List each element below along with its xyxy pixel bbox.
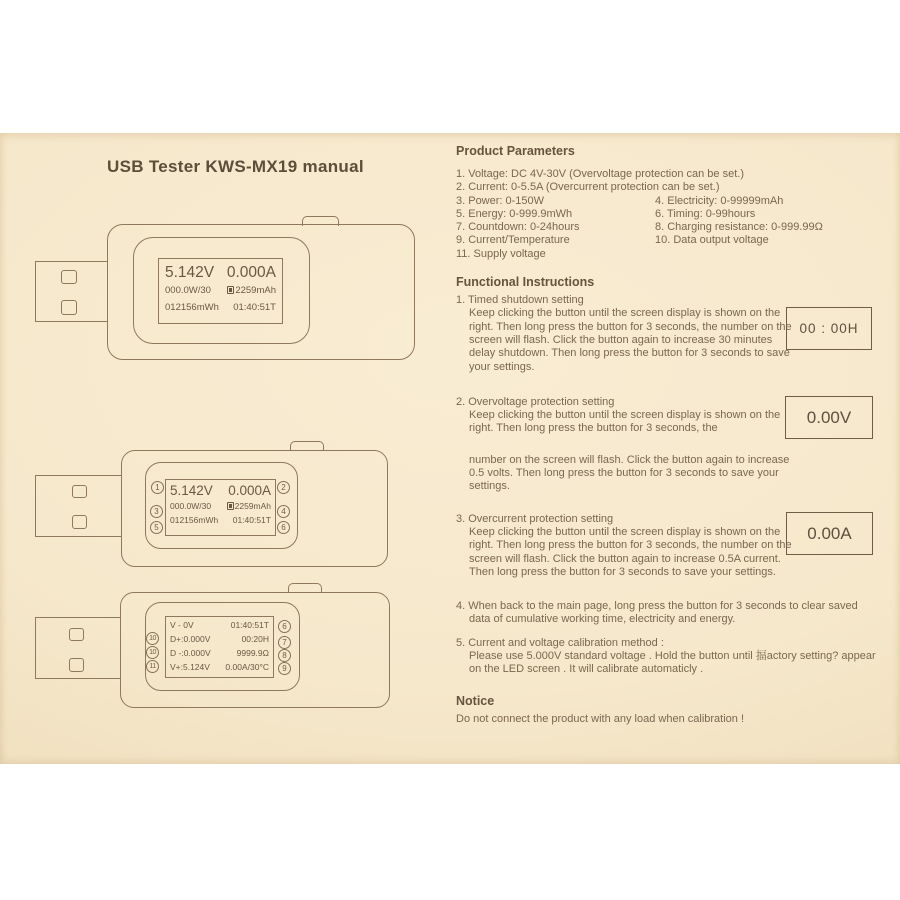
lcd-voltage: 5.142V <box>165 264 215 281</box>
lcd-vplus: V+:5.124V <box>170 662 210 672</box>
lcd-capacity: 2259mAh <box>234 501 271 511</box>
lcd-time: 01:40:51T <box>233 302 276 313</box>
lcd-vminus: V - 0V <box>170 620 194 630</box>
param-line: 6. Timing: 0-99hours <box>655 207 756 220</box>
callout-6: 6 <box>277 521 290 534</box>
callout-11: 11 <box>146 660 159 673</box>
param-line: 4. Electricity: 0-99999mAh <box>655 194 784 207</box>
callout-2: 2 <box>277 481 290 494</box>
lcd-power: 000.0W/30 <box>170 501 212 511</box>
callout-10: 10 <box>146 646 159 659</box>
functional-instructions-heading: Functional Instructions <box>456 275 595 290</box>
battery-icon <box>227 502 234 510</box>
lcd-time: 01:40:51T <box>232 515 271 525</box>
overvoltage-display-box: 0.00V <box>785 396 873 439</box>
instruction-1-title: 1. Timed shutdown setting <box>456 294 584 307</box>
callout-4: 4 <box>277 505 290 518</box>
param-row <box>456 234 884 247</box>
instruction-5-body: Please use 5.000V standard voltage . Hold the button until 揊actory setting? appear on the LED screen . It will calibrate automaticly . <box>469 650 876 676</box>
battery-icon <box>227 286 234 294</box>
lcd-energy: 012156mWh <box>170 515 219 525</box>
lcd-capacity: 2259mAh <box>235 285 276 296</box>
instruction-2-title: 2. Overvoltage protection setting <box>456 395 615 408</box>
notice-heading: Notice <box>456 693 495 708</box>
lcd-energy: 012156mWh <box>165 302 219 313</box>
usb-contact <box>61 270 77 284</box>
lcd-current: 0.000A <box>228 483 271 498</box>
notice-body: Do not connect the product with any load when calibration ! <box>456 712 745 725</box>
param-line: 8. Charging resistance: 0-999.99Ω <box>655 221 823 234</box>
callout-3: 3 <box>150 505 163 518</box>
callout-6: 6 <box>278 620 291 633</box>
product-parameters-heading: Product Parameters <box>456 144 575 158</box>
usb-contact <box>69 628 84 641</box>
device3-usb-plug-icon <box>35 617 121 679</box>
lcd-timing: 01:40:51T <box>230 620 269 630</box>
overcurrent-display-box: 0.00A <box>786 512 873 555</box>
callout-9: 9 <box>278 662 291 675</box>
param-line: 10. Data output voltage <box>655 234 769 247</box>
device1-usb-plug-icon <box>35 261 108 322</box>
device2-usb-plug-icon <box>35 475 122 537</box>
callout-1: 1 <box>151 481 164 494</box>
param-line: 1. Voltage: DC 4V-30V (Overvoltage protection can be set.) <box>456 168 744 180</box>
instruction-4: 4. When back to the main page, long press the button for 3 seconds to clear saved data of cumulative working time, electricity and energy. <box>456 600 858 626</box>
lcd-resistance: 9999.9Ω <box>236 648 269 658</box>
param-line: 5. Energy: 0-999.9mWh <box>456 207 573 220</box>
lcd-dminus: D -:0.000V <box>170 648 211 658</box>
usb-contact <box>61 300 77 315</box>
lcd-power: 000.0W/30 <box>165 285 211 296</box>
usb-contact <box>72 515 87 529</box>
lcd-current: 0.000A <box>226 264 276 281</box>
lcd-countdown: 00:20H <box>241 634 269 644</box>
param-line: 2. Current: 0-5.5A (Overcurrent protection can be set.) <box>456 181 720 194</box>
instruction-2-body-part1: Keep clicking the button until the screen display is shown on the right. Then long press the button for 3 seconds, the <box>469 409 781 435</box>
instruction-1-body: Keep clicking the button until the screen display is shown on the right. Then long press the button for 3 seconds, the number on the screen will flash. Click the button again to increase 30 minutes delay shutdown. Then long press the button for 3 seconds to save your settings. <box>469 307 792 373</box>
lcd-dplus: D+:0.000V <box>170 634 211 644</box>
lcd-voltage: 5.142V <box>170 483 213 498</box>
param-line: 11. Supply voltage <box>456 247 546 260</box>
callout-10: 10 <box>146 632 159 645</box>
instruction-2-body-part2: number on the screen will flash. Click the button again to increase 0.5 volts. Then long press the button for 3 seconds to save your settings. <box>469 453 790 493</box>
callout-5: 5 <box>150 521 163 534</box>
callout-8: 8 <box>278 649 291 662</box>
param-line: 7. Countdown: 0-24hours <box>456 221 580 234</box>
param-line: 9. Current/Temperature <box>456 234 570 247</box>
param-line: 3. Power: 0-150W <box>456 194 545 207</box>
param-row <box>456 195 884 208</box>
device2-lcd-screen <box>165 479 276 536</box>
instruction-3-body: Keep clicking the button until the screen display is shown on the right. Then long press the button for 3 seconds, the number on the screen will flash. Click the button again to increase 0.5A current. Then long press the button for 3 seconds to save your settings. <box>469 525 792 578</box>
timed-shutdown-display-box: 00 : 00H <box>786 307 872 350</box>
lcd-current-temp: 0.00A/30°C <box>225 662 269 672</box>
device1-lcd-screen <box>158 258 283 324</box>
device3-lcd-screen <box>165 616 274 678</box>
usb-contact <box>72 485 87 498</box>
instruction-5-title: 5. Current and voltage calibration method : <box>456 636 664 649</box>
param-row <box>456 221 884 234</box>
usb-contact <box>69 658 84 672</box>
page-title: USB Tester KWS-MX19 manual <box>107 157 364 176</box>
callout-7: 7 <box>278 636 291 649</box>
instruction-3-title: 3. Overcurrent protection setting <box>456 512 614 525</box>
param-row <box>456 208 884 221</box>
